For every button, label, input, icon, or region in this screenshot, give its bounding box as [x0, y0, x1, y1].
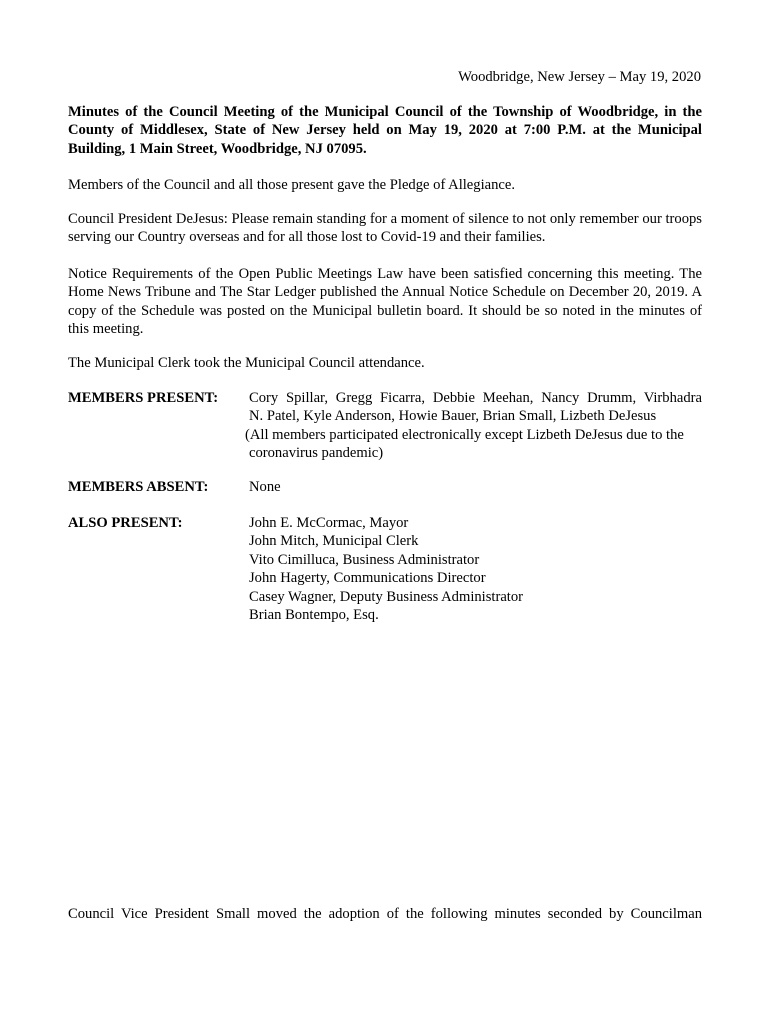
members-present-label: MEMBERS PRESENT:	[68, 390, 219, 406]
moment-of-silence-paragraph: Council President DeJesus: Please remain standing for a moment of silence to not only remember our troops serving our Country overseas and for all those lost to Covid-19 and their families.	[68, 211, 702, 246]
also-present-entry: John E. McCormac, Mayor	[249, 515, 409, 531]
members-absent-label: MEMBERS ABSENT:	[68, 479, 209, 495]
members-absent-value: None	[249, 479, 281, 495]
minutes-title: Minutes of the Council Meeting of the Municipal Council of the Township of Woodbridge, in the County of Middlesex, State of New Jersey held on May 19, 2020 at 7:00 P.M. at the Municipal Building, 1 Main Street, Woodbridge, NJ 07095.	[68, 104, 702, 157]
members-present-list	[245, 389, 702, 463]
also-present-entry: Casey Wagner, Deputy Business Administrator	[249, 588, 524, 605]
attendance-paragraph: The Municipal Clerk took the Municipal Council attendance.	[68, 355, 425, 371]
notice-requirements-paragraph: Notice Requirements of the Open Public Meetings Law have been satisfied concerning this meeting. The Home News Tribune and The Star Ledger published the Annual Notice Schedule on December 20, 2019. A copy of the Schedule was posted on the Municipal bulletin board. It should be so noted in the minutes of this meeting.	[68, 266, 702, 338]
also-present-label: ALSO PRESENT:	[68, 515, 183, 531]
also-present-entry: John Hagerty, Communications Director	[249, 570, 486, 587]
motion-paragraph: Council Vice President Small moved the adoption of the following minutes seconded by Councilman	[68, 906, 702, 922]
also-present-entry: Vito Cimilluca, Business Administrator	[249, 551, 480, 568]
members-present-note: coronavirus pandemic)	[249, 445, 384, 462]
also-present-list	[249, 514, 702, 624]
members-present-line: Cory Spillar, Gregg Ficarra, Debbie Meehan, Nancy Drumm, Virbhadra	[249, 390, 702, 406]
also-present-entry: John Mitch, Municipal Clerk	[249, 533, 419, 550]
also-present-entry: Brian Bontempo, Esq.	[249, 607, 379, 624]
members-present-line: N. Patel, Kyle Anderson, Howie Bauer, Brian Small, Lizbeth DeJesus	[249, 408, 657, 425]
members-present-note: (All members participated electronically except Lizbeth DeJesus due to the	[245, 426, 684, 443]
dateline: Woodbridge, New Jersey – May 19, 2020	[458, 69, 701, 85]
pledge-paragraph: Members of the Council and all those present gave the Pledge of Allegiance.	[68, 177, 516, 193]
